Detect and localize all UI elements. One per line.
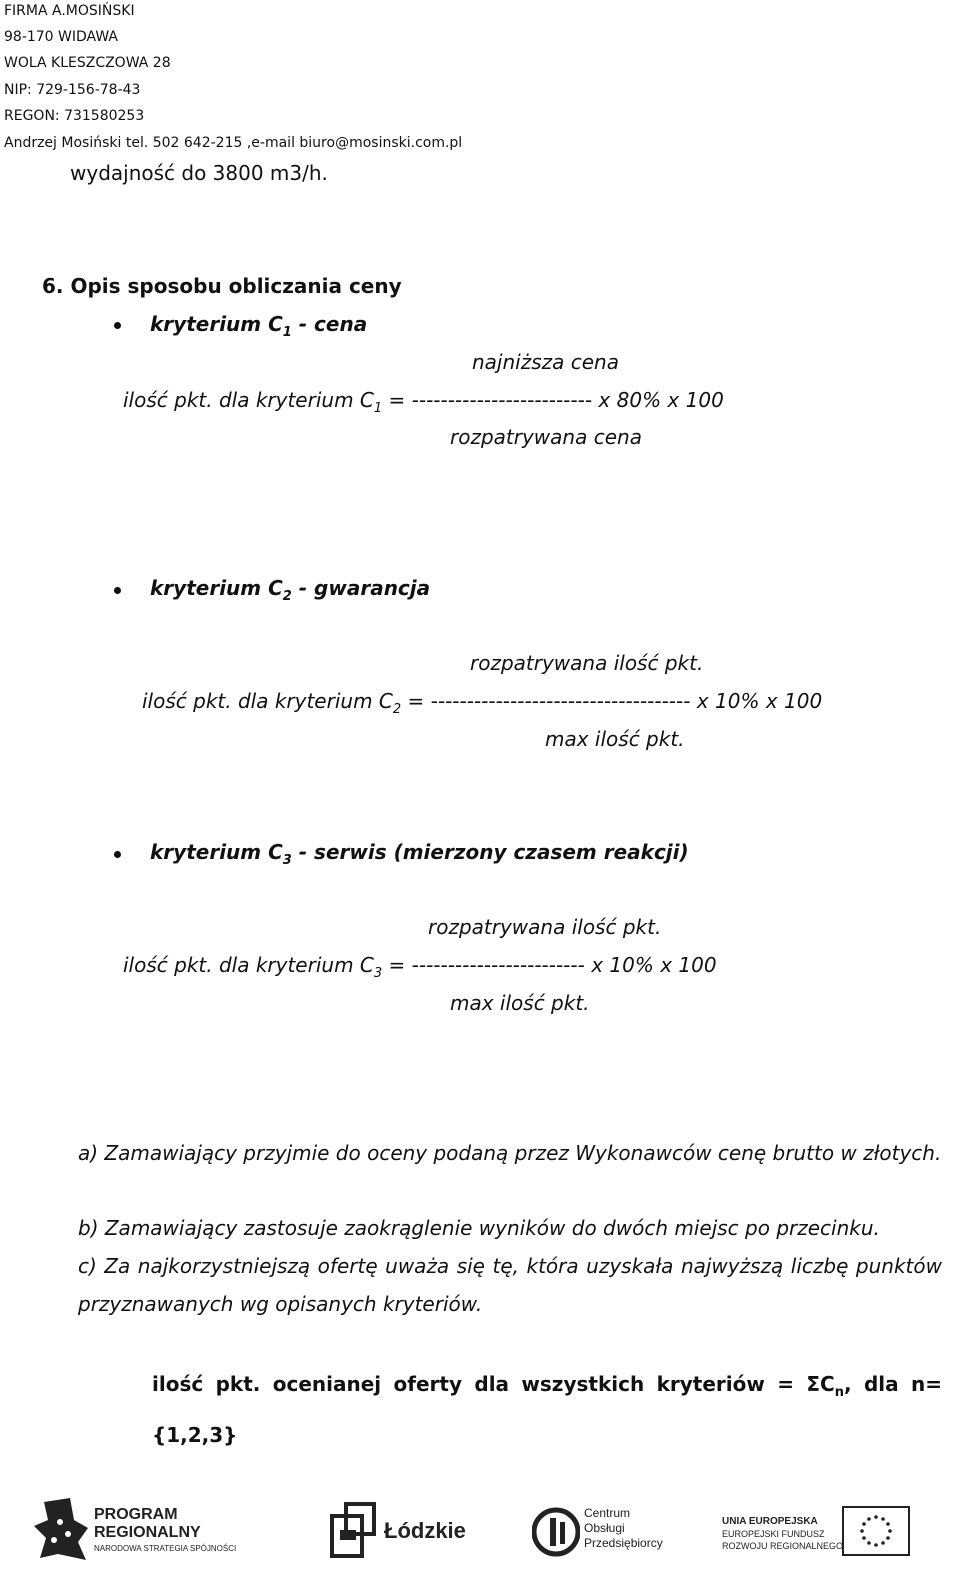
note-c: c) Za najkorzystniejszą ofertę uważa się tę, która uzyskała najwyższą liczbę punktów przyznawanych wg opisanych kryteriów.	[78, 1254, 942, 1316]
criterion-3-formula: ilość pkt. dla kryterium $C_3$ = ------------------------ x 10% x 100	[123, 953, 717, 981]
centrum-obslugi-logo: Centrum Obsługi Przedsiębiorcy	[532, 1492, 662, 1572]
final-formula: ilość pkt. ocenianej oferty dla wszystkich kryteriów = $\Sigma C_n$, dla n={1,2,3}	[152, 1372, 942, 1447]
header-line: WOLA KLESZCZOWA 28	[4, 55, 171, 71]
criterion-2-numerator: rozpatrywana ilość pkt.	[470, 651, 704, 675]
header-line: 98-170 WIDAWA	[4, 29, 119, 45]
header-line: FIRMA A.MOSIŃSKI	[4, 3, 135, 19]
intro-line: wydajność do 3800 m3/h.	[70, 161, 328, 185]
program-regionalny-icon	[34, 1498, 90, 1562]
criterion-3-title: kryterium $C_3$ - serwis (mierzony czasem reakcji)	[150, 840, 689, 868]
eu-flag-icon	[842, 1506, 910, 1556]
header-line: REGON: 731580253	[4, 108, 145, 124]
unia-europejska-logo: UNIA EUROPEJSKA EUROPEJSKI FUNDUSZ ROZWOJU REGIONALNEGO	[718, 1492, 918, 1572]
lodzkie-icon	[330, 1502, 378, 1562]
section-title: 6. Opis sposobu obliczania ceny	[42, 274, 402, 298]
bullet-icon	[114, 322, 121, 329]
criterion-2-title: kryterium $C_2$ - gwarancja	[150, 576, 431, 604]
criterion-3-numerator: rozpatrywana ilość pkt.	[428, 915, 662, 939]
header-line: NIP: 729-156-78-43	[4, 82, 141, 98]
header-line: Andrzej Mosiński tel. 502 642-215 ,e-mail biuro@mosinski.com.pl	[4, 135, 463, 151]
criterion-3-denominator: max ilość pkt.	[450, 991, 590, 1015]
criterion-1-denominator: rozpatrywana cena	[450, 425, 642, 449]
criterion-1-formula: ilość pkt. dla kryterium $C_1$ = ------------------------- x 80% x 100	[123, 388, 724, 416]
note-b: b) Zamawiający zastosuje zaokrąglenie wyników do dwóch miejsc po przecinku.	[78, 1216, 880, 1240]
program-regionalny-logo: PROGRAM REGIONALNY NARODOWA STRATEGIA SPÓJNOŚCI	[30, 1492, 240, 1572]
note-a: a) Zamawiający przyjmie do oceny podaną przez Wykonawców cenę brutto w złotych.	[78, 1141, 942, 1165]
criterion-2-denominator: max ilość pkt.	[545, 727, 685, 751]
criterion-2-formula: ilość pkt. dla kryterium $C_2$ = ------------------------------------ x 10% x 100	[142, 689, 823, 717]
lodzkie-logo: Łódzkie	[330, 1492, 470, 1572]
bullet-icon	[114, 851, 121, 858]
centrum-obslugi-icon	[532, 1504, 580, 1560]
bullet-icon	[114, 587, 121, 594]
criterion-1-numerator: najniższa cena	[472, 350, 619, 374]
criterion-1-title: kryterium $C_1$ - cena	[150, 312, 368, 340]
